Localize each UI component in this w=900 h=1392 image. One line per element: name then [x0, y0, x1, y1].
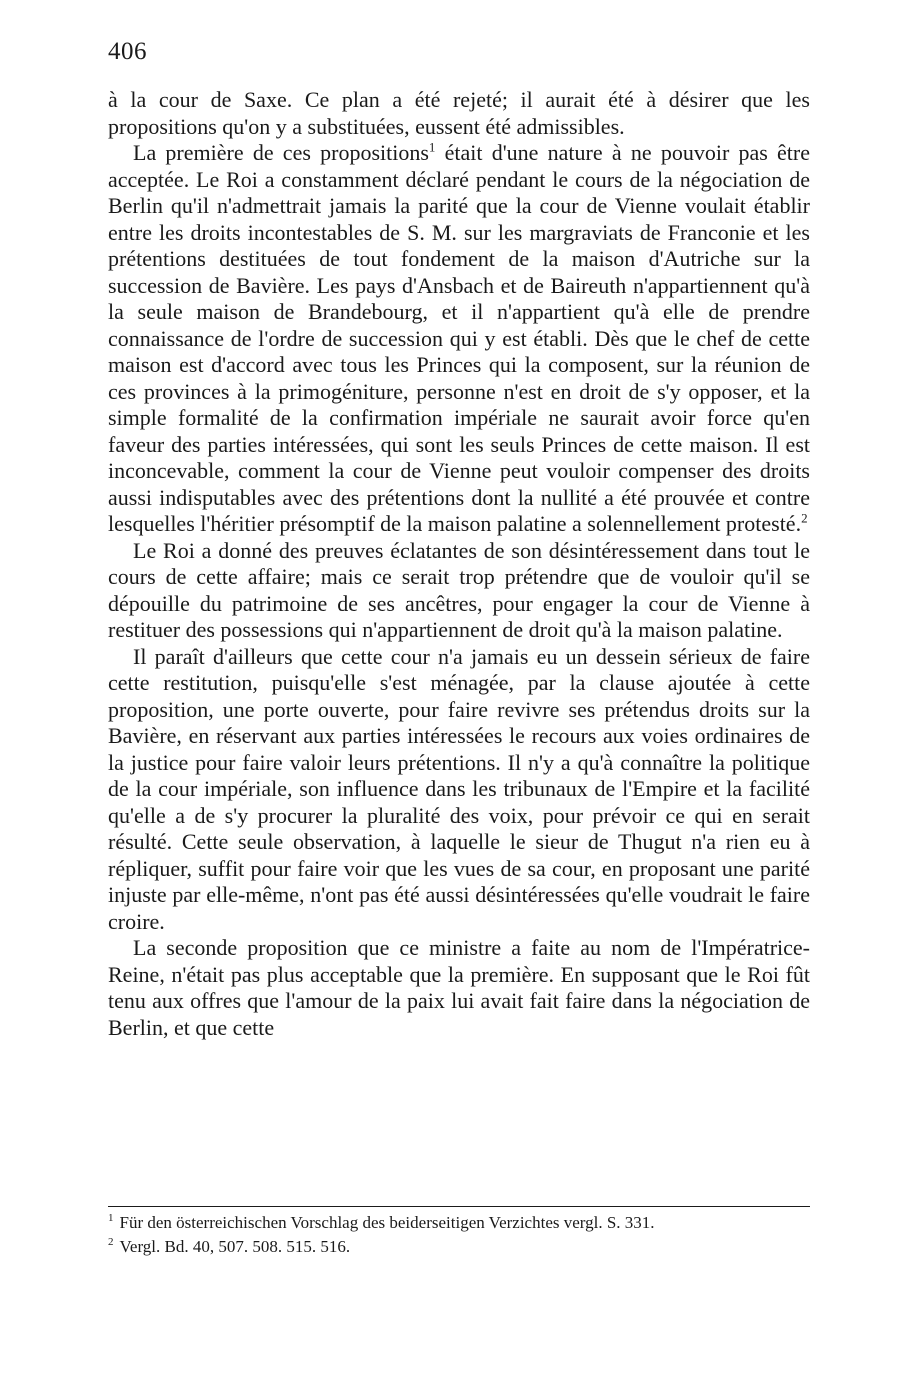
body-text [108, 87, 810, 1041]
footnote-text: Vergl. Bd. 40, 507. 508. 515. 516. [119, 1237, 351, 1256]
footnote-text: Für den österreichischen Vorschlag des beiderseitigen Verzichtes vergl. S. 331. [119, 1213, 655, 1232]
footnote-1 [108, 1212, 810, 1234]
paragraph-1 [108, 87, 810, 140]
footnote-reference-1[interactable]: 1 [428, 139, 436, 155]
paragraph-5 [108, 935, 810, 1041]
paragraph-text: Le Roi a donné des preuves éclatantes de son désintéressement dans tout le cours de cette affaire; mais ce serait trop prétendre que de vouloir qu'il se dépouille du patrimoine de ses ancêtres, pour engager la cour de Vienne à restituer des possessions qui n'appartiennent de droit qu'à la maison palatine. [108, 537, 810, 642]
paragraph-text: La première de ces propositions [133, 140, 429, 165]
paragraph-3 [108, 538, 810, 644]
paragraph-text: La seconde proposition que ce ministre a faite au nom de l'Impératrice-Reine, n'était pas plus acceptable que la première. En supposant que le Roi fût tenu aux offres que l'amour de la paix lui avait fait faire dans la négociation de Berlin, et que cette [108, 935, 810, 1040]
paragraph-text: à la cour de Saxe. Ce plan a été rejeté; il aurait été à désirer que les propositions qu'on y a substituées, eussent été admissibles. [108, 87, 810, 139]
footnote-mark: 1 [108, 1212, 114, 1225]
footnote-divider [108, 1206, 810, 1207]
footnote-mark: 2 [108, 1236, 114, 1249]
footnote-reference-2[interactable]: 2 [801, 510, 808, 526]
footnote-2 [108, 1236, 810, 1258]
paragraph-2 [108, 140, 810, 538]
page-number: 406 [108, 38, 147, 65]
paragraph-text: Il paraît d'ailleurs que cette cour n'a jamais eu un dessein sérieux de faire cette restitution, puisqu'elle s'est ménagée, par la clause ajoutée à cette proposition, une porte ouverte, pour faire revivre ses prétendus droits sur la Bavière, en réservant aux parties intéressées le recours aux voies ordinaires de la justice pour faire valoir leurs prétentions. Il n'y a qu'à connaître la politique de la cour impériale, son influence dans les tribunaux de l'Empire et la facilité qu'elle a de s'y procurer la pluralité des voix, pour prévoir ce qui en serait résulté. Cette seule observation, à laquelle le sieur de Thugut n'a rien eu à répliquer, suffit pour faire voir que les vues de sa cour, en proposant une parité injuste par elle-même, n'ont pas été aussi désintéressées qu'elle voudrait le faire croire. [108, 643, 810, 934]
paragraph-text: était d'une nature à ne pouvoir pas être acceptée. Le Roi a constamment déclaré pendant le cours de la négociation de Berlin qu'il n'admettrait jamais la parité que la cour de Vienne voulait établir entre les droits incontestables de S. M. sur les margraviats de Franconie et les prétentions destituées de tout fondement de la maison d'Autriche sur la succession de Bavière. Les pays d'Ansbach et de Baireuth n'appartiennent qu'à la seule maison de Brandebourg, et il n'appartient qu'à elle de prendre connaissance de l'ordre de succession qui y est établi. Dès que le chef de cette maison est d'accord avec tous les Princes qui la composent, sur la réunion de ces provinces à la primogéniture, personne n'est en droit de s'y opposer, et la simple formalité de la confirmation impériale ne saurait avoir force qu'en faveur des parties intéressées, qui sont les seuls Princes de cette maison. Il est inconcevable, comment la cour de Vienne peut vouloir compenser des droits aussi indisputables avec des prétentions dont la nullité a été prouvée et contre lesquelles l'héritier présomptif de la maison palatine a solennellement protesté. [108, 140, 811, 536]
footnotes [108, 1212, 810, 1260]
paragraph-4 [108, 644, 810, 936]
